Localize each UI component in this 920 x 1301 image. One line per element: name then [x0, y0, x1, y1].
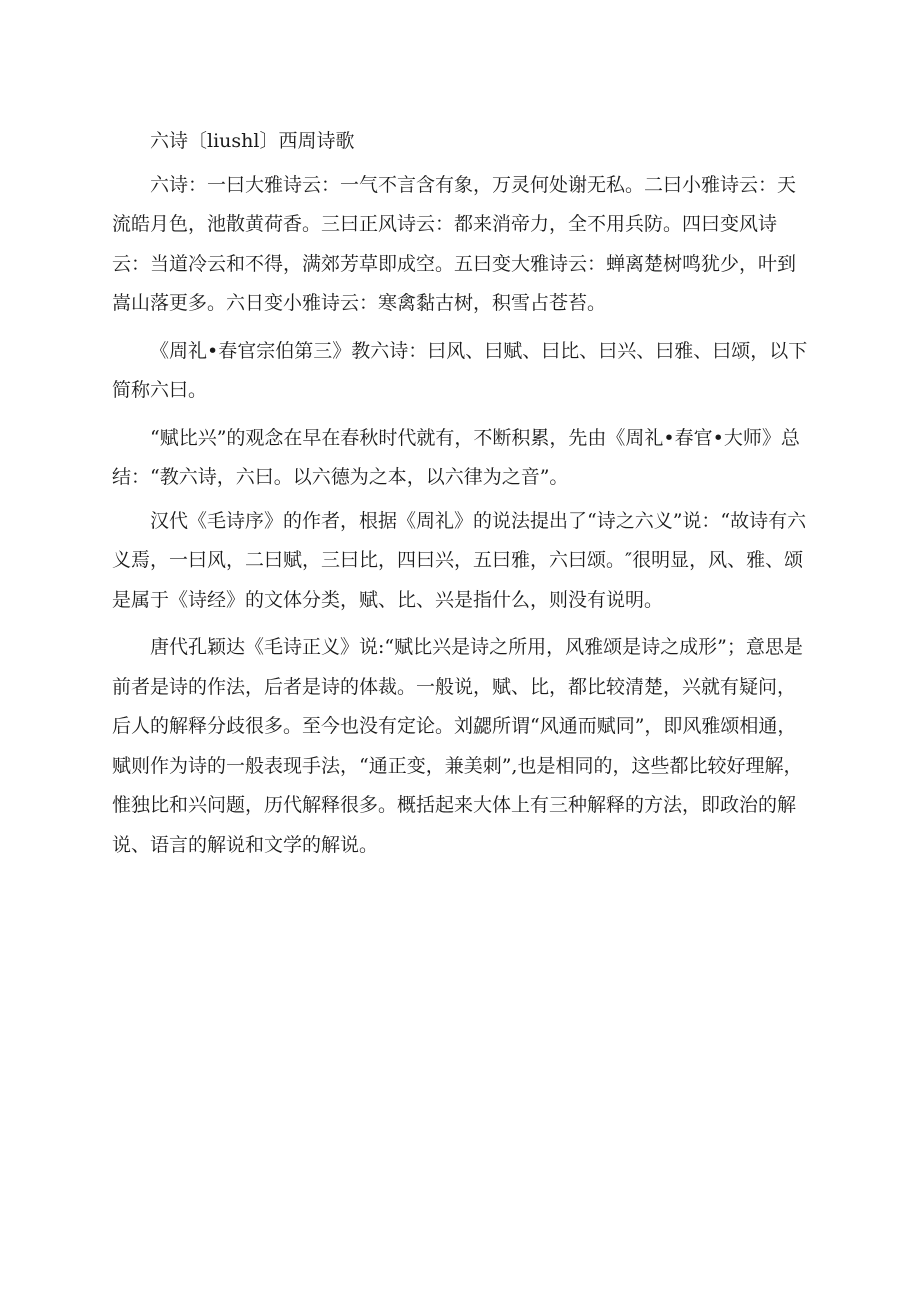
paragraph-fubixing: “赋比兴”的观念在早在春秋时代就有，不断积累，先由《周礼•春官•大师》总结：“教六诗，六曰。以六德为之本，以六律为之音”。	[112, 426, 800, 488]
document-body	[112, 122, 812, 865]
document-title: 六诗〔liushl〕西周诗歌	[150, 130, 355, 152]
paragraph-kongyingda: 唐代孔颖达《毛诗正义》说:“赋比兴是诗之所用，风雅颂是诗之成形”；意思是前者是诗的作法，后者是诗的体裁。一般说，赋、比，都比较清楚，兴就有疑问，后人的解释分歧很多。至今也没有定论。刘勰所谓“风通而赋同”，即风雅颂相通，赋则作为诗的一般表现手法，“通正变，兼美刺”,也是相同的，这些都比较好理解，惟独比和兴问题，历代解释很多。概括起来大体上有三种解释的方法，即政治的解说、语言的解说和文学的解说。	[112, 636, 803, 856]
paragraph-six-poems: 六诗：一曰大雅诗云：一气不言含有象，万灵何处谢无私。二曰小雅诗云：天流皓月色，池散黄荷香。三曰正风诗云：都来消帝力，全不用兵防。四曰变风诗云：当道冷云和不得，满郊芳草即成空。五曰变大雅诗云：蝉离楚树鸣犹少，叶到嵩山落更多。六日变小雅诗云：寒禽黏古树，积雪占苍苔。	[112, 173, 797, 314]
paragraph-maoshixu: 汉代《毛诗序》的作者，根据《周礼》的说法提出了“诗之六义”说：“故诗有六义焉，一曰风，二曰赋，三曰比，四曰兴，五曰雅，六曰颂。″很明显，风、雅、颂是属于《诗经》的文体分类，赋、比、兴是指什么，则没有说明。	[112, 509, 807, 611]
paragraph-zhouli: 《周礼•春官宗伯第三》教六诗：曰风、曰赋、曰比、曰兴、曰雅、曰颂，以下简称六曰。	[112, 339, 808, 401]
